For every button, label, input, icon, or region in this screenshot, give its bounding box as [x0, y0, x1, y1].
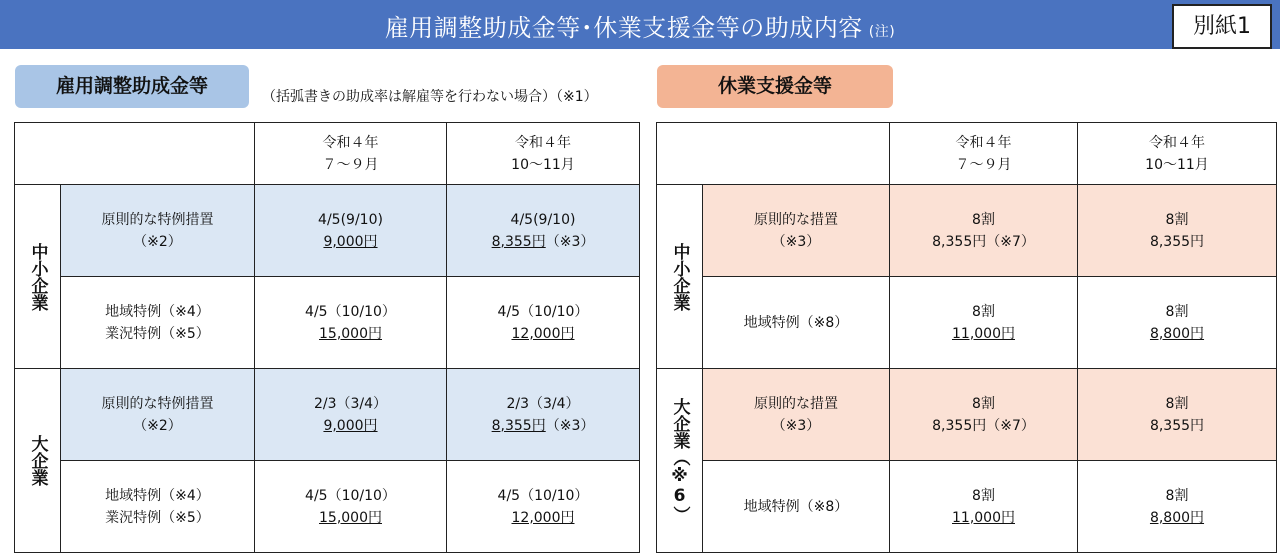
value-cell: 8割 8,355円	[1078, 369, 1277, 461]
value-cell: 8割 11,000円	[890, 461, 1078, 553]
right-section-label: 休業支援金等	[657, 65, 893, 108]
table-row	[15, 461, 640, 553]
measure-cell: 原則的な措置 （※3）	[703, 369, 890, 461]
appendix-label: 別紙1	[1172, 4, 1272, 49]
value-cell: 2/3（3/4） 8,355円（※3）	[447, 369, 640, 461]
right-table	[656, 122, 1277, 553]
table-row	[15, 277, 640, 369]
value-cell: 4/5（10/10） 15,000円	[255, 277, 447, 369]
left-note: （括弧書きの助成率は解雇等を行わない場合）（※1）	[262, 89, 598, 105]
table-row	[657, 277, 1277, 369]
value-cell: 8割 8,355円	[1078, 185, 1277, 277]
table-row	[15, 185, 640, 277]
value-cell: 8割 8,800円	[1078, 461, 1277, 553]
group-label: 大企業	[15, 369, 61, 553]
title-note: (注)	[868, 24, 896, 40]
header-empty-cell	[15, 123, 255, 185]
measure-cell: 地域特例（※8）	[703, 461, 890, 553]
value-cell: 4/5（10/10） 12,000円	[447, 461, 640, 553]
value-cell: 4/5（10/10） 12,000円	[447, 277, 640, 369]
measure-cell: 地域特例（※4） 業況特例（※5）	[61, 461, 255, 553]
header-empty-cell	[657, 123, 890, 185]
col-header: 令和４年 10～11月	[447, 123, 640, 185]
measure-cell: 原則的な特例措置 （※2）	[61, 369, 255, 461]
table-row	[15, 369, 640, 461]
left-table	[14, 122, 640, 553]
left-section-label: 雇用調整助成金等	[15, 65, 249, 108]
value-cell: 8割 8,355円（※7）	[890, 369, 1078, 461]
value-cell: 8割 11,000円	[890, 277, 1078, 369]
measure-cell: 原則的な措置 （※3）	[703, 185, 890, 277]
measure-cell: 地域特例（※8）	[703, 277, 890, 369]
value-cell: 8割 8,800円	[1078, 277, 1277, 369]
value-cell: 4/5(9/10) 8,355円（※3）	[447, 185, 640, 277]
measure-cell: 原則的な特例措置 （※2）	[61, 185, 255, 277]
page-title	[0, 8, 1280, 43]
title-bar	[0, 0, 1280, 49]
table-row	[657, 461, 1277, 553]
table-header-row	[15, 123, 640, 185]
group-label: 中小企業	[657, 185, 703, 369]
col-header: 令和４年 ７～９月	[890, 123, 1078, 185]
measure-cell: 地域特例（※4） 業況特例（※5）	[61, 277, 255, 369]
value-cell: 4/5(9/10) 9,000円	[255, 185, 447, 277]
col-header: 令和４年 ７～９月	[255, 123, 447, 185]
page-title-text: 雇用調整助成金等･休業支援金等の助成内容	[384, 14, 863, 42]
table-row	[657, 369, 1277, 461]
value-cell: 2/3（3/4） 9,000円	[255, 369, 447, 461]
table-row	[657, 185, 1277, 277]
group-label: 大企業（※6）	[657, 369, 703, 553]
value-cell: 4/5（10/10） 15,000円	[255, 461, 447, 553]
col-header: 令和４年 10～11月	[1078, 123, 1277, 185]
value-cell: 8割 8,355円（※7）	[890, 185, 1078, 277]
table-header-row	[657, 123, 1277, 185]
group-label: 中小企業	[15, 185, 61, 369]
